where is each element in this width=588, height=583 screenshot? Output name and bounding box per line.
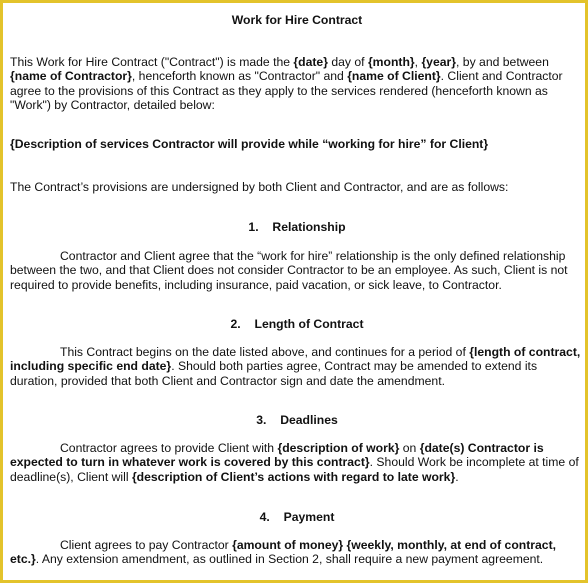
payment-schedule-placeholder: {weekly, monthly, at end of contract, etc.}: [10, 538, 557, 567]
deadline-dates-placeholder: {date(s) Contractor is expected to turn in whatever work is covered by this contract}: [10, 441, 544, 470]
section-text: This Contract begins on the date listed above, and continues for a period of: [60, 345, 470, 359]
amount-placeholder: {amount of money}: [232, 538, 344, 552]
client-name-placeholder: {name of Client}: [347, 69, 441, 84]
section-heading-length: [10, 317, 584, 331]
section-text: . Should both parties agree, Contract may be amended to extend its duration, provided that both Client and Contractor sign and date the amendment.: [10, 359, 538, 388]
intro-text: . Client and Contractor agree to the provisions of this Contract as they apply to the services rendered (henceforth known as "Work") by Contractor, detailed below:: [10, 69, 563, 113]
work-description-placeholder: {description of work}: [277, 441, 400, 455]
section-body-length: [10, 345, 584, 388]
section-body-payment: [10, 538, 584, 567]
section-title: Length of Contract: [254, 317, 364, 331]
intro-paragraph: [10, 55, 584, 113]
section-text: Contractor agrees to provide Client with: [60, 441, 278, 455]
section-text: Contractor and Client agree that the “work for hire” relationship is the only defined relationship between the two, and that Client does not consider Contractor to be an employee. As such, Client is not required to provide benefits, including insurance, paid vacation, or sick leave, to Contractor.: [10, 249, 568, 292]
intro-text: day of: [327, 55, 368, 69]
section-body-relationship: [10, 249, 584, 292]
section-number: 4.: [259, 510, 270, 524]
section-text: . Should Work be incomplete at time of deadline(s), Client will: [10, 455, 579, 484]
section-heading-deadlines: [10, 413, 584, 427]
section-title: Deadlines: [280, 413, 338, 427]
services-placeholder: [10, 137, 584, 151]
section-heading-relationship: [10, 220, 584, 234]
section-text: on: [399, 441, 420, 455]
services-placeholder-text: {Description of services Contractor will provide while “working for hire” for Client}: [10, 137, 489, 151]
intro-text: ,: [414, 55, 422, 69]
month-placeholder: {month}: [367, 55, 415, 69]
intro-text: , by and between: [456, 55, 549, 69]
section-heading-payment: [10, 510, 584, 524]
section-title: Payment: [283, 510, 335, 524]
section-text: Client agrees to pay Contractor: [60, 538, 233, 552]
section-number: 2.: [230, 317, 241, 331]
year-placeholder: {year}: [421, 55, 457, 69]
provisions-paragraph: The Contract’s provisions are undersigned by both Client and Contractor, and are as follows:: [10, 180, 509, 194]
section-number: 1.: [248, 220, 259, 234]
section-text: . Any extension amendment, as outlined in Section 2, shall require a new payment agreement.: [35, 552, 544, 567]
document-title: Work for Hire Contract: [231, 13, 363, 27]
intro-text: This Work for Hire Contract ("Contract") is made the: [10, 55, 294, 69]
section-body-deadlines: [10, 441, 584, 484]
intro-text: , henceforth known as "Contractor" and: [131, 69, 348, 84]
contract-length-placeholder: {length of contract, including specific end date}: [10, 345, 581, 374]
contractor-name-placeholder: {name of Contractor}: [10, 69, 132, 84]
section-number: 3.: [256, 413, 267, 427]
section-text: .: [455, 469, 459, 484]
section-title: Relationship: [272, 220, 346, 234]
late-work-actions-placeholder: {description of Client’s actions with regard to late work}: [131, 469, 456, 484]
date-placeholder: {date}: [293, 55, 328, 69]
